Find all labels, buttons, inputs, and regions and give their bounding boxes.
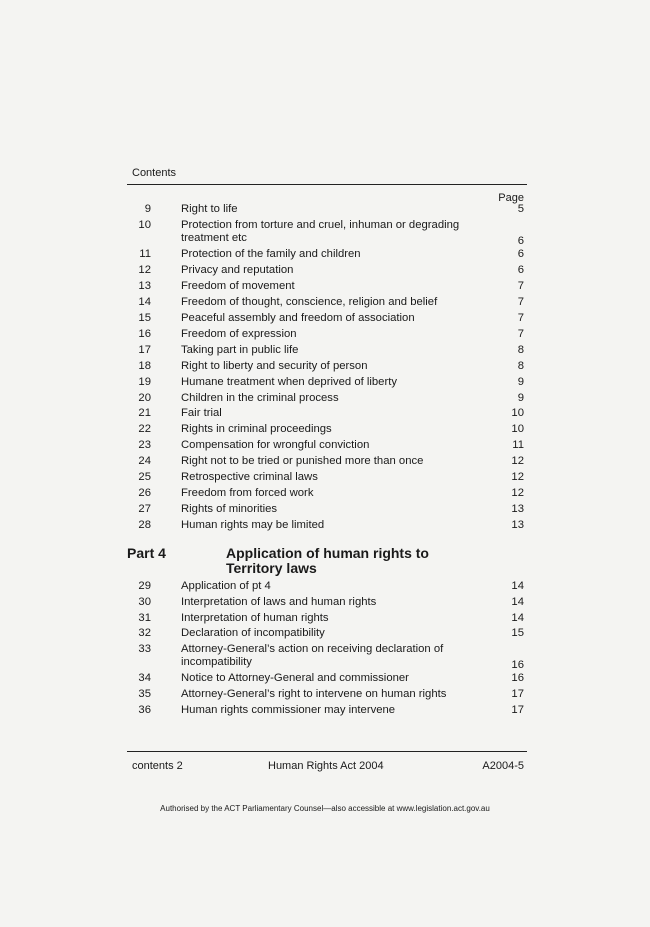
section-title: Privacy and reputation	[181, 264, 294, 276]
section-number: 36	[138, 704, 151, 716]
section-title: Right not to be tried or punished more than once	[181, 455, 424, 467]
section-title: Protection from torture and cruel, inhuman or degrading treatment etc	[181, 219, 460, 244]
section-page: 7	[517, 296, 524, 308]
section-number: 25	[138, 471, 151, 483]
section-title: Freedom from forced work	[181, 487, 314, 499]
header-rule	[127, 184, 527, 185]
section-title: Application of pt 4	[181, 580, 271, 592]
section-number: 35	[138, 688, 151, 700]
section-page: 12	[511, 471, 524, 483]
section-title: Protection of the family and children	[181, 248, 361, 260]
section-page: 12	[511, 487, 524, 499]
section-title: Freedom of thought, conscience, religion and belief	[181, 296, 438, 308]
section-title: Children in the criminal process	[181, 392, 339, 404]
section-page: 6	[517, 235, 524, 247]
section-number: 17	[138, 344, 151, 356]
section-title: Right to liberty and security of person	[181, 360, 368, 372]
section-number: 10	[138, 219, 151, 231]
footer-rule	[127, 751, 527, 752]
section-number: 31	[138, 612, 151, 624]
section-page: 11	[512, 439, 524, 451]
section-number: 12	[138, 264, 151, 276]
section-number: 23	[138, 439, 151, 451]
section-number: 24	[138, 455, 151, 467]
section-number: 11	[139, 248, 151, 260]
section-page: 14	[511, 596, 524, 608]
section-number: 22	[138, 423, 151, 435]
section-number: 16	[138, 328, 151, 340]
section-number: 18	[138, 360, 151, 372]
section-page: 17	[511, 688, 524, 700]
section-page: 14	[511, 612, 524, 624]
section-page: 13	[511, 519, 524, 531]
section-title: Taking part in public life	[181, 344, 299, 356]
section-title: Notice to Attorney-General and commissioner	[181, 672, 409, 684]
section-title: Fair trial	[181, 407, 222, 419]
section-title: Human rights may be limited	[181, 519, 325, 531]
section-number: 14	[138, 296, 151, 308]
section-page: 10	[511, 407, 524, 419]
section-page: 10	[511, 423, 524, 435]
section-page: 16	[511, 672, 524, 684]
section-number: 19	[138, 376, 151, 388]
section-title: Declaration of incompatibility	[181, 627, 325, 639]
section-title: Interpretation of human rights	[181, 612, 329, 624]
section-title: Rights in criminal proceedings	[181, 423, 332, 435]
section-title: Compensation for wrongful conviction	[181, 439, 370, 451]
section-page: 5	[517, 203, 524, 215]
section-number: 33	[138, 643, 151, 655]
section-page: 7	[517, 312, 524, 324]
section-page: 9	[517, 376, 524, 388]
section-number: 13	[138, 280, 151, 292]
section-number: 34	[138, 672, 151, 684]
section-page: 8	[517, 344, 524, 356]
section-page: 14	[511, 580, 524, 592]
section-title: Rights of minorities	[181, 503, 278, 515]
section-number: 28	[138, 519, 151, 531]
section-page: 7	[517, 328, 524, 340]
part-number: Part 4	[127, 545, 166, 561]
section-page: 17	[511, 704, 524, 716]
section-page: 16	[511, 659, 524, 671]
section-page: 13	[511, 503, 524, 515]
authorisation-notice: Authorised by the ACT Parliamentary Counsel—also accessible at www.legislation.act.gov.au	[160, 804, 490, 813]
section-title: Right to life	[181, 203, 238, 215]
footer-act-title: Human Rights Act 2004	[268, 760, 384, 772]
section-number: 9	[144, 203, 151, 215]
page-column-heading: Page	[498, 192, 524, 204]
section-page: 15	[511, 627, 524, 639]
section-page: 12	[511, 455, 524, 467]
section-title: Retrospective criminal laws	[181, 471, 318, 483]
section-title: Humane treatment when deprived of liberty	[181, 376, 398, 388]
footer-act-number: A2004-5	[482, 760, 524, 772]
section-number: 21	[138, 407, 151, 419]
section-number: 26	[138, 487, 151, 499]
section-title: Freedom of expression	[181, 328, 297, 340]
contents-header: Contents	[132, 167, 177, 179]
section-page: 9	[517, 392, 524, 404]
section-number: 20	[138, 392, 151, 404]
section-title: Freedom of movement	[181, 280, 295, 292]
section-page: 8	[517, 360, 524, 372]
section-number: 30	[138, 596, 151, 608]
section-title: Human rights commissioner may intervene	[181, 704, 396, 716]
section-number: 29	[138, 580, 151, 592]
section-title: Attorney-General’s action on receiving declaration of incompatibility	[181, 643, 444, 668]
section-number: 32	[138, 627, 151, 639]
section-page: 6	[517, 248, 524, 260]
section-title: Interpretation of laws and human rights	[181, 596, 377, 608]
section-title: Peaceful assembly and freedom of association	[181, 312, 415, 324]
section-number: 27	[138, 503, 151, 515]
section-page: 6	[517, 264, 524, 276]
footer-page-ref: contents 2	[132, 760, 183, 772]
section-number: 15	[138, 312, 151, 324]
part-title: Application of human rights to Territory laws	[226, 545, 429, 576]
section-page: 7	[517, 280, 524, 292]
section-title: Attorney-General’s right to intervene on human rights	[181, 688, 447, 700]
